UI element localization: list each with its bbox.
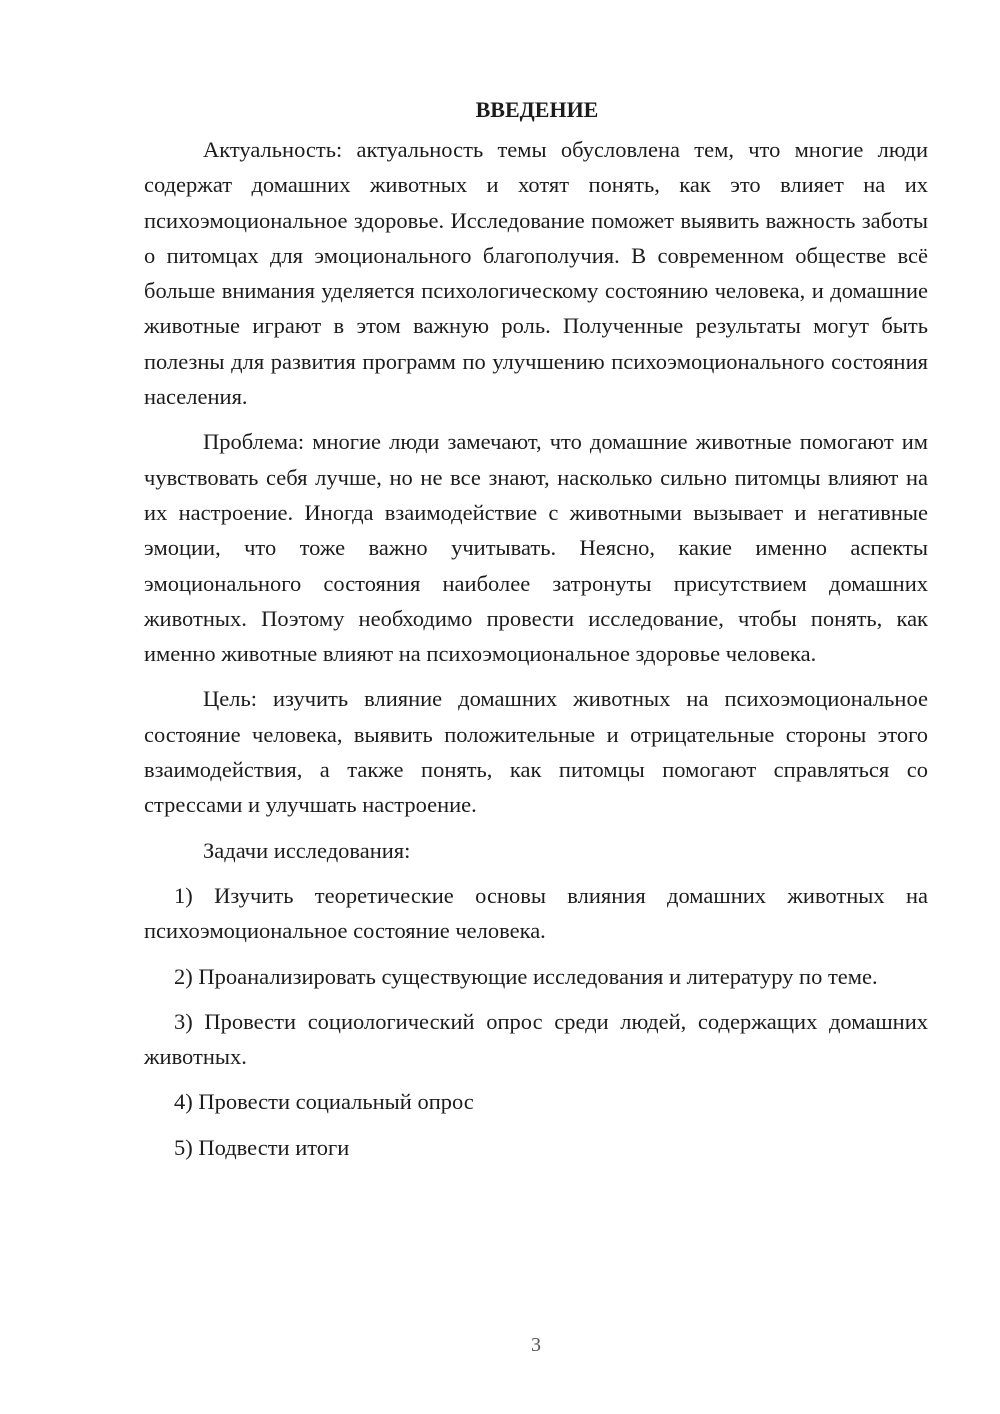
task-item-3: 3) Провести социологический опрос среди людей, содержащих домашних животных. — [144, 1008, 928, 1070]
task-item-2: 2) Проанализировать существующие исследования и литературу по теме. — [174, 963, 878, 989]
task-item-4: 4) Провести социальный опрос — [174, 1089, 474, 1115]
section-title: ВВЕДЕНИЕ — [475, 97, 599, 122]
paragraph-goal: Цель: изучить влияние домашних животных на психоэмоциональное состояние человека, выявить положительные и отрицательные стороны этого взаимодействия, а также понять, как питомцы помогают справляться со стрессами и улучшать настроение. — [144, 686, 928, 818]
document-page — [144, 92, 928, 1175]
page-number: 3 — [531, 1334, 541, 1356]
paragraph-problem: Проблема: многие люди замечают, что домашние животные помогают им чувствовать себя лучше, но не все знают, насколько сильно питомцы влияют на их настроение. Иногда взаимодействие с животными вызывает и негативные эмоции, что тоже важно учитывать. Неясно, какие именно аспекты эмоционального состояния наиболее затронуты присутствием домашних животных. Поэтому необходимо провести исследование, чтобы понять, как именно животные влияют на психоэмоциональное здоровье человека. — [144, 429, 928, 667]
task-item-1: 1) Изучить теоретические основы влияния домашних животных на психоэмоциональное состояние человека. — [144, 882, 928, 944]
task-item-5: 5) Подвести итоги — [174, 1134, 350, 1160]
paragraph-relevance: Актуальность: актуальность темы обусловлена тем, что многие люди содержат домашних животных и хотят понять, как это влияет на их психоэмоциональное здоровье. Исследование поможет выявить важность заботы о питомцах для эмоционального благополучия. В современном обществе всё больше внимания уделяется психологическому состоянию человека, и домашние животные играют в этом важную роль. Полученные результаты могут быть полезны для развития программ по улучшению психоэмоционального состояния населения. — [144, 137, 928, 410]
tasks-heading: Задачи исследования: — [203, 837, 411, 863]
